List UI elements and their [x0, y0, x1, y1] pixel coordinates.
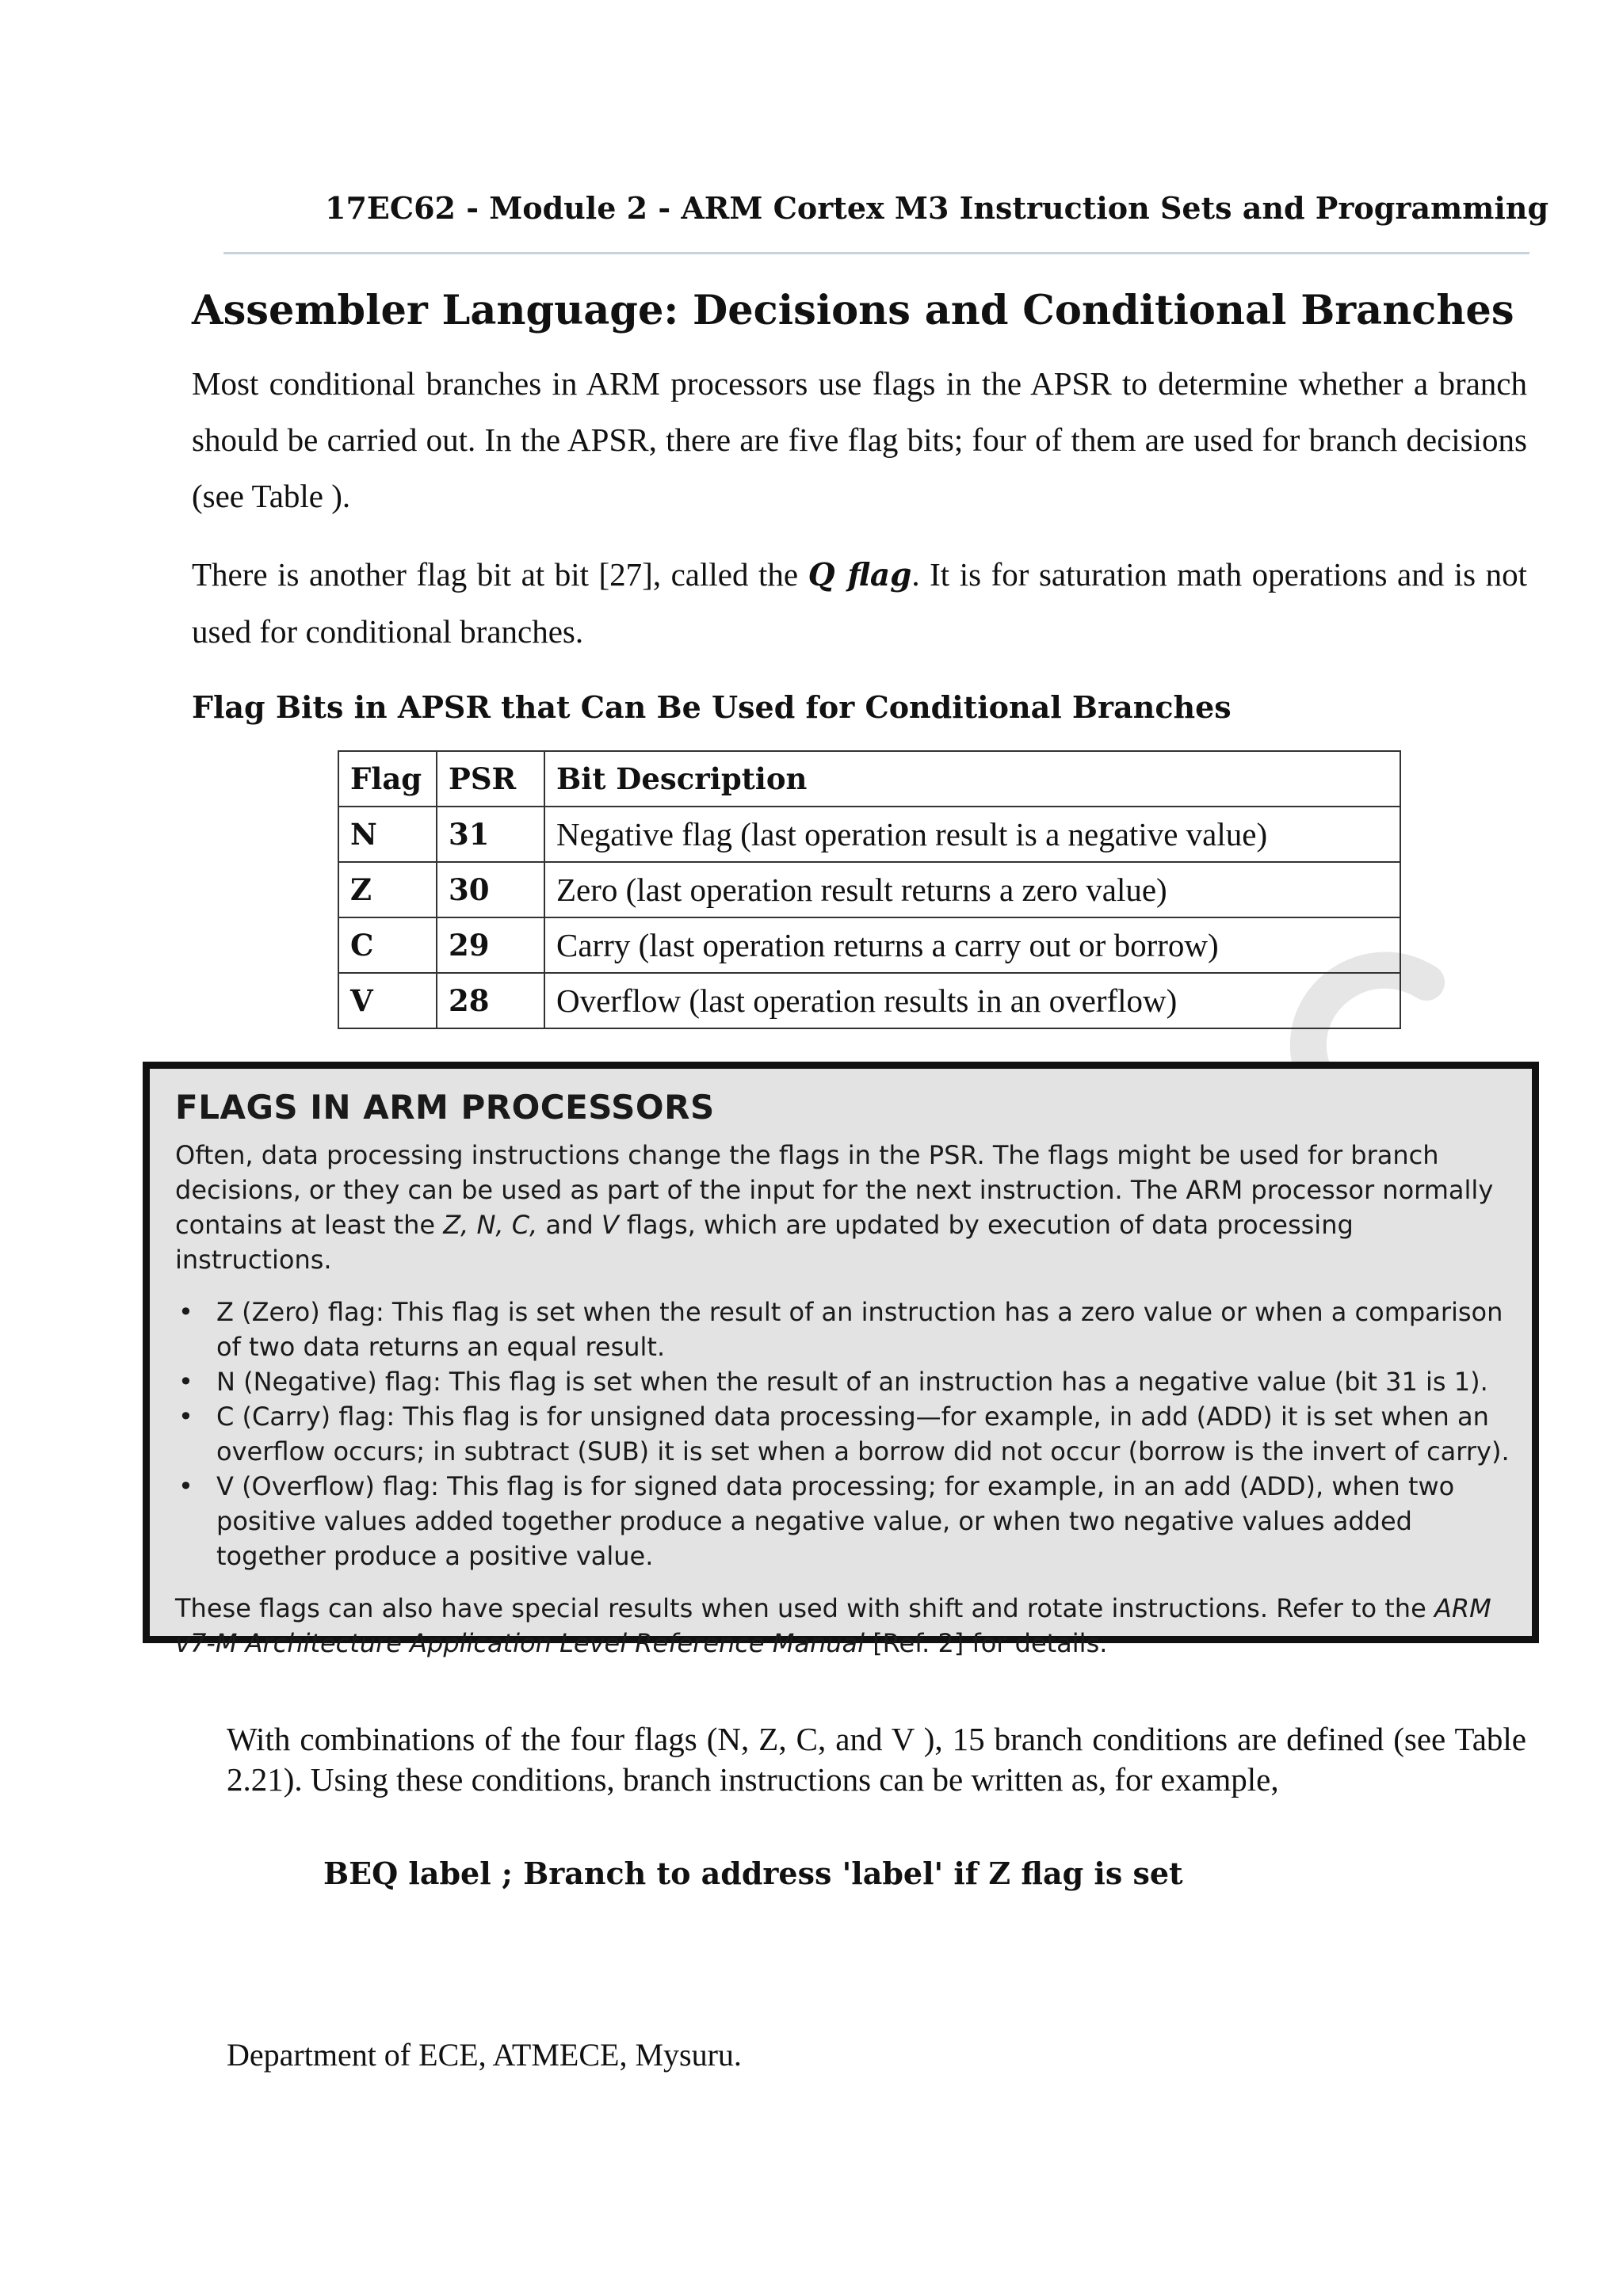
page-footer: Department of ECE, ATMECE, Mysuru.: [227, 2037, 742, 2073]
description-cell: Negative flag (last operation result is a negative value): [544, 807, 1400, 862]
table-header-row: [338, 751, 1400, 807]
section-title: Assembler Language: Decisions and Conditional Branches: [192, 287, 1514, 334]
bullet-icon: •: [178, 1402, 193, 1432]
bullet-text: C (Carry) flag: This flag is for unsigned data processing—for example, in add (ADD) it is set when an overflow occurs; in subtract (SUB) it is set when a borrow did not occur (borrow is the invert of carry).: [216, 1402, 1510, 1466]
flag-cell: V: [338, 973, 437, 1028]
sidebar-intro-text-end: flags, which are updated by execution of data processing instructions.: [175, 1210, 1354, 1275]
q-flag-paragraph: [192, 547, 1527, 660]
description-cell: Carry (last operation returns a carry out or borrow): [544, 917, 1400, 973]
q-flag-text-after: . It is for saturation math operations and is not used for conditional branches.: [192, 556, 1528, 650]
q-flag-text-before: There is another flag bit at bit [27], called the: [192, 556, 808, 593]
sidebar-title: FLAGS IN ARM PROCESSORS: [175, 1088, 715, 1127]
psr-bit-cell: 29: [437, 917, 544, 973]
table-row: [338, 973, 1400, 1028]
psr-bit-cell: 30: [437, 862, 544, 917]
sidebar-intro-v-flag: V: [601, 1210, 619, 1240]
flag-cell: Z: [338, 862, 437, 917]
bullet-icon: •: [178, 1471, 193, 1501]
code-example: BEQ label ; Branch to address 'label' if Z flag is set: [323, 1855, 1183, 1891]
sidebar-intro-and: and: [537, 1210, 601, 1240]
branch-conditions-paragraph: With combinations of the four flags (N, Z, C, and V ), 15 branch conditions are defined (see Table 2.21). Using these conditions, branch instructions can be written as, for example,: [227, 1721, 1526, 1798]
bullet-icon: •: [178, 1297, 193, 1327]
table-row: [338, 807, 1400, 862]
sidebar-footer-text: These flags can also have special results when used with shift and rotate instructions. Refer to the: [175, 1593, 1434, 1623]
psr-bit-cell: 28: [437, 973, 544, 1028]
header-bit-description: Bit Description: [544, 751, 1400, 807]
sidebar-bullet-list: [175, 1295, 1514, 1573]
reference-manual-title: ARM v7-M Architecture Application Level Reference Manual: [175, 1593, 1491, 1658]
table-caption: Flag Bits in APSR that Can Be Used for Conditional Branches: [192, 689, 1232, 725]
psr-bit-cell: 31: [437, 807, 544, 862]
flags-sidebar-box: [143, 1062, 1539, 1658]
flag-bits-table: [338, 750, 1401, 1029]
bullet-text: V (Overflow) flag: This flag is for signed data processing; for example, in an add (ADD), when two positive values added together produce a negative value, or when two negative values added together produce a positive value.: [216, 1471, 1455, 1571]
list-item: [175, 1295, 1514, 1364]
sidebar-intro-text: Often, data processing instructions change the flags in the PSR. The flags might be used for branch decisions, or they can be used as part of the input for the next instruction. The ARM processor normally contains at least the: [175, 1140, 1494, 1240]
bullet-text: Z (Zero) flag: This flag is set when the result of an instruction has a zero value or when a comparison of two data returns an equal result.: [216, 1297, 1503, 1362]
header-psr: PSR: [437, 751, 544, 807]
table-row: [338, 862, 1400, 917]
table-row: [338, 917, 1400, 973]
list-item: [175, 1399, 1514, 1469]
flag-cell: C: [338, 917, 437, 973]
description-cell: Zero (last operation result returns a zero value): [544, 862, 1400, 917]
bullet-icon: •: [178, 1367, 193, 1397]
list-item: [175, 1469, 1514, 1573]
q-flag-term: Q flag: [808, 557, 912, 593]
intro-paragraph: Most conditional branches in ARM processors use flags in the APSR to determine whether a branch should be carried out. In the APSR, there are five flag bits; four of them are used for branch decisions (see Table ).: [192, 365, 1527, 514]
sidebar-intro-flags: Z, N, C,: [443, 1210, 538, 1240]
list-item: [175, 1364, 1514, 1399]
sidebar-footer-text-end: [Ref. 2] for details.: [865, 1628, 1108, 1658]
header-flag: Flag: [338, 751, 437, 807]
sidebar-footer: [175, 1591, 1514, 1661]
description-cell: Overflow (last operation results in an overflow): [544, 973, 1400, 1028]
header-rule: [223, 252, 1529, 254]
sidebar-intro: [175, 1138, 1514, 1277]
running-header: 17EC62 - Module 2 - ARM Cortex M3 Instruction Sets and Programming: [325, 190, 1549, 226]
bullet-text: N (Negative) flag: This flag is set when the result of an instruction has a negative value (bit 31 is 1).: [216, 1367, 1488, 1397]
flag-cell: N: [338, 807, 437, 862]
